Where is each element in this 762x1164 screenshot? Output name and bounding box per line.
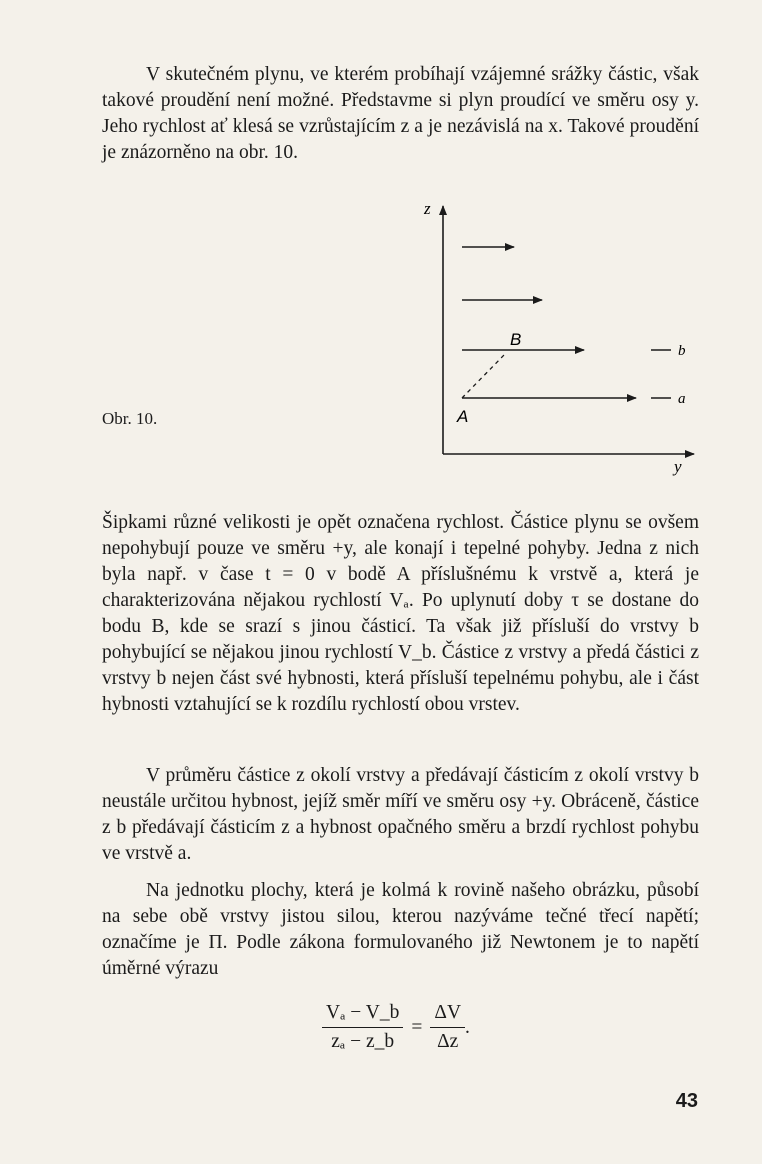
equals-sign: = <box>411 1016 423 1038</box>
delta-numerator: ΔV <box>430 1002 465 1028</box>
paragraph-1: V skutečném plynu, ve kterém probíhají vzájemné srážky částic, však takové proudění není možné. Představme si plyn proudící ve směru osy y. Jeho rychlost ať klesá se vzrůstajícím z a je nezávislá na x. Takové proudění je znázorněno na obr. 10. <box>102 64 699 163</box>
point-b-label: B <box>510 330 522 349</box>
paragraph-3: V průměru částice z okolí vrstvy a předávají částicím z okolí vrstvy b neustále určitou hybnost, jejíž směr míří ve směru osy +y. Obráceně, částice z b předávají částicím z a hybnost opačného směru a brzdí rychlost pohybu ve vrstvě a. <box>102 765 699 864</box>
fraction-layer-difference <box>322 1002 403 1053</box>
figure-10-diagram <box>412 196 712 476</box>
fraction-delta <box>430 1002 465 1053</box>
point-a-label: A <box>457 407 469 426</box>
figure-caption: Obr. 10. <box>102 409 158 428</box>
page-number: 43 <box>675 1090 698 1112</box>
z-axis-label: z <box>424 199 431 218</box>
y-axis-label: y <box>674 457 682 476</box>
velocity-gradient-formula <box>322 1002 470 1053</box>
layer-a-label: a <box>678 391 686 407</box>
fraction-denominator: zₐ − z_b <box>331 1031 395 1052</box>
fraction-numerator: Vₐ − V_b <box>322 1002 403 1028</box>
paragraph-2: Šipkami různé velikosti je opět označena rychlost. Částice plynu se ovšem nepohybují pouze ve směru +y, ale konají i tepelné pohyby. Jedna z nich byla např. v čase t = 0 v bodě A příslušnému k vrstvě a, která je charakterizována nějakou rychlostí Vₐ. Po uplynutí doby τ se dostane do bodu B, kde se srazí s jinou částicí. Ta však již přísluší do vrstvy b pohybující se nějakou jinou rychlostí V_b. Částice z vrstvy a předá částici z vrstvy b nejen část své hybnosti, která přísluší tepelnému pohybu, ale i část hybnosti vztahující se k rozdílu rychlostí obou vrstev. <box>102 512 699 715</box>
delta-denominator: Δz <box>437 1031 459 1052</box>
layer-b-label: b <box>678 343 686 359</box>
formula-period: . <box>465 1016 470 1038</box>
particle-path <box>462 354 505 398</box>
paragraph-4: Na jednotku plochy, která je kolmá k rovině našeho obrázku, působí na sebe obě vrstvy jistou silou, kterou nazýváme tečné třecí napětí; označíme je Π. Podle zákona formulovaného již Newtonem je to napětí úměrné výrazu <box>102 880 699 979</box>
